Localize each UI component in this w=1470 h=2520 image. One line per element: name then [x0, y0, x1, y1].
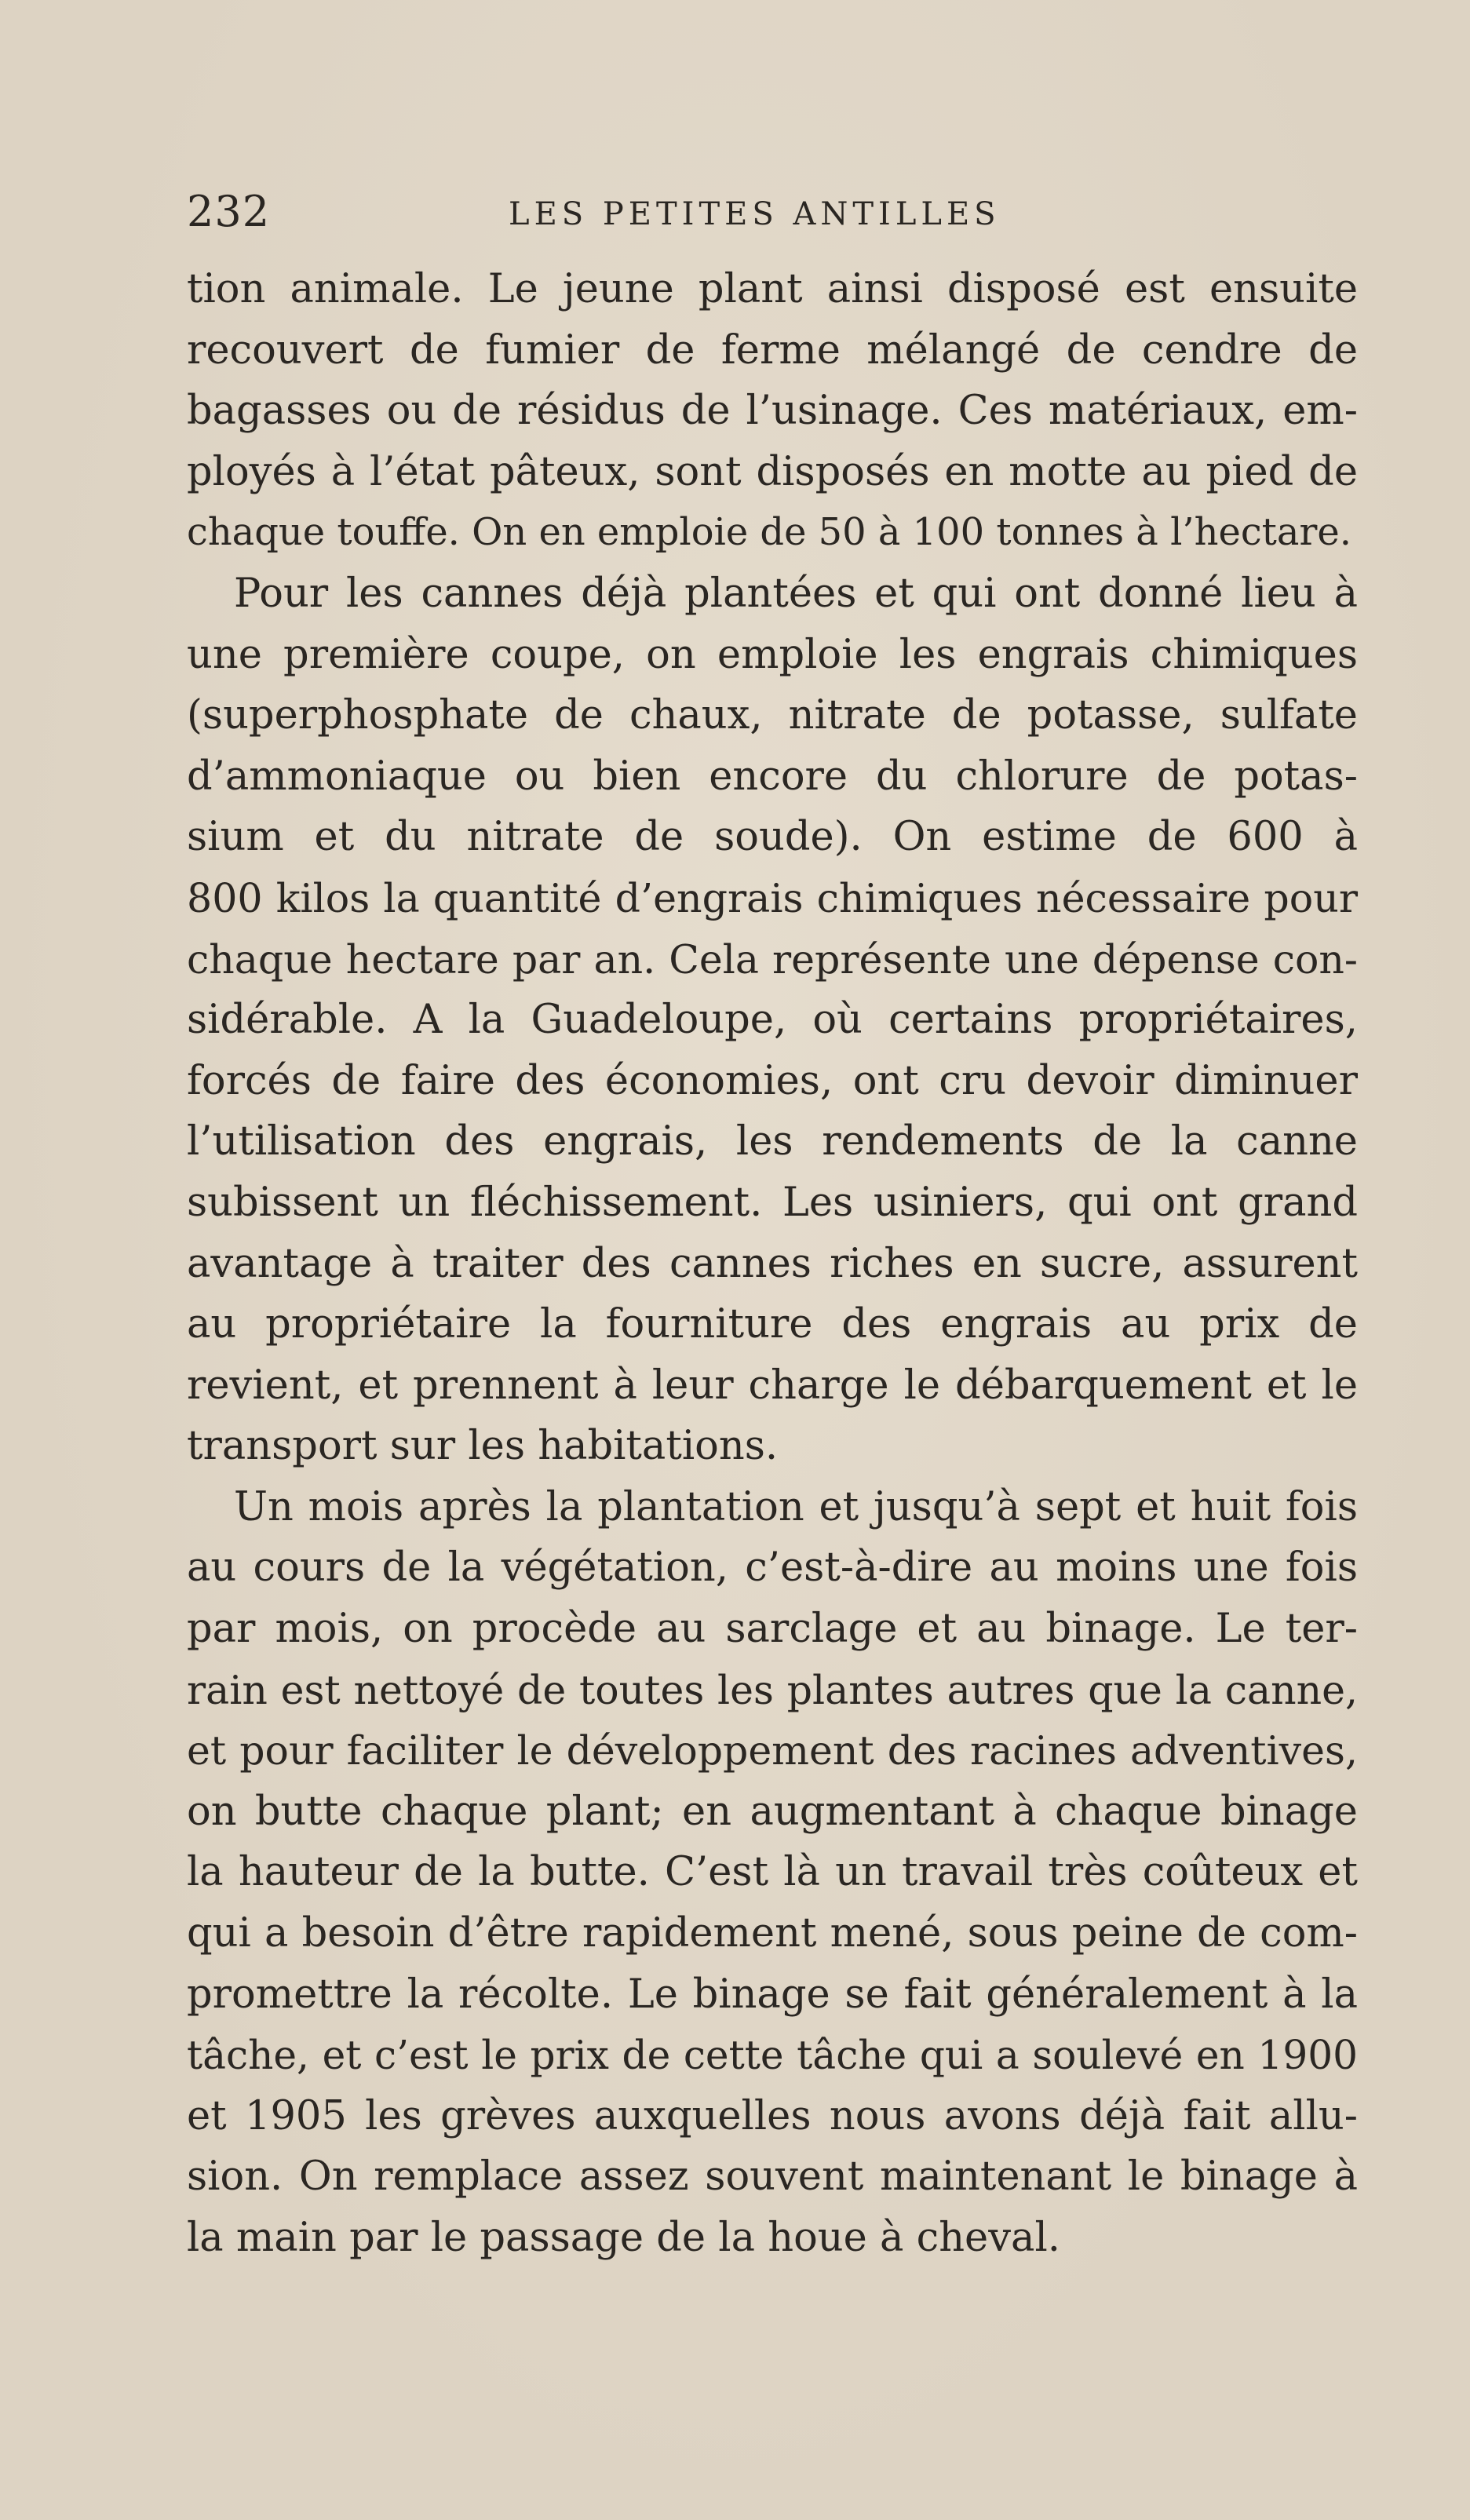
text-line: rain est nettoyé de toutes les plantes autres que la canne, [187, 1666, 1358, 1713]
text-line: l’utilisation des engrais, les rendements de la canne [187, 1118, 1358, 1165]
text-line: et pour faciliter le développement des racines adventives, [187, 1727, 1358, 1774]
text-line: on butte chaque plant; en augmentant à chaque binage [187, 1788, 1358, 1835]
text-line: par mois, on procède au sarclage et au binage. Le ter- [187, 1606, 1358, 1653]
text-line: forcés de faire des économies, ont cru devoir diminuer [187, 1057, 1358, 1104]
text-line: chaque touffe. On en emploie de 50 à 100 tonnes à l’hectare. [187, 511, 1351, 555]
text-line: Pour les cannes déjà plantées et qui ont donné lieu à [234, 570, 1358, 617]
text-line: promettre la récolte. Le binage se fait généralement à la [187, 1971, 1358, 2018]
text-line: subissent un fléchissement. Les usiniers, qui ont grand [187, 1179, 1358, 1226]
page-header [187, 182, 1358, 245]
text-line: sion. On remplace assez souvent maintenant le binage à [187, 2153, 1358, 2201]
text-line: tâche, et c’est le prix de cette tâche qui a soulevé en 1900 [187, 2032, 1358, 2079]
text-line: sidérable. A la Guadeloupe, où certains propriétaires, [187, 997, 1358, 1044]
text-line: une première coupe, on emploie les engrais chimiques [187, 631, 1358, 678]
text-line: Un mois après la plantation et jusqu’à sept et huit fois [234, 1483, 1358, 1530]
text-line: (superphosphate de chaux, nitrate de potasse, sulfate [187, 692, 1358, 739]
paragraph-1 [187, 259, 1358, 563]
page-number: 232 [187, 187, 271, 236]
running-title: LES PETITES ANTILLES [509, 196, 1001, 232]
text-line: qui a besoin d’être rapidement mené, sous peine de com- [187, 1910, 1358, 1957]
paragraph-3 [187, 1477, 1358, 2269]
text-line: la hauteur de la butte. C’est là un travail très coûteux et [187, 1849, 1358, 1896]
text-line: bagasses ou de résidus de l’usinage. Ces matériaux, em- [187, 388, 1358, 435]
text-line: sium et du nitrate de soude). On estime de 600 à [187, 814, 1358, 861]
text-line: la main par le passage de la houe à cheval. [187, 2215, 1060, 2261]
text-line: avantage à traiter des cannes riches en sucre, assurent [187, 1240, 1358, 1287]
text-line: et 1905 les grèves auxquelles nous avons déjà fait allu- [187, 2092, 1358, 2139]
text-line: au cours de la végétation, c’est-à-dire au moins une fois [187, 1544, 1358, 1592]
text-line: revient, et prennent à leur charge le débarquement et le [187, 1362, 1358, 1409]
text-line: chaque hectare par an. Cela représente une dépense con- [187, 935, 1358, 983]
text-line: recouvert de fumier de ferme mélangé de cendre de [187, 326, 1358, 374]
text-line: au propriétaire la fourniture des engrais au prix de [187, 1301, 1358, 1348]
text-line: tion animale. Le jeune plant ainsi disposé est ensuite [187, 266, 1358, 312]
body-text [187, 259, 1358, 2269]
paragraph-2 [187, 563, 1358, 1477]
text-line: 800 kilos la quantité d’engrais chimiques nécessaire pour [187, 874, 1358, 921]
text-line: d’ammoniaque ou bien encore du chlorure de potas- [187, 753, 1358, 800]
text-line: transport sur les habitations. [187, 1423, 779, 1470]
text-line: ployés à l’état pâteux, sont disposés en motte au pied de [187, 448, 1358, 495]
